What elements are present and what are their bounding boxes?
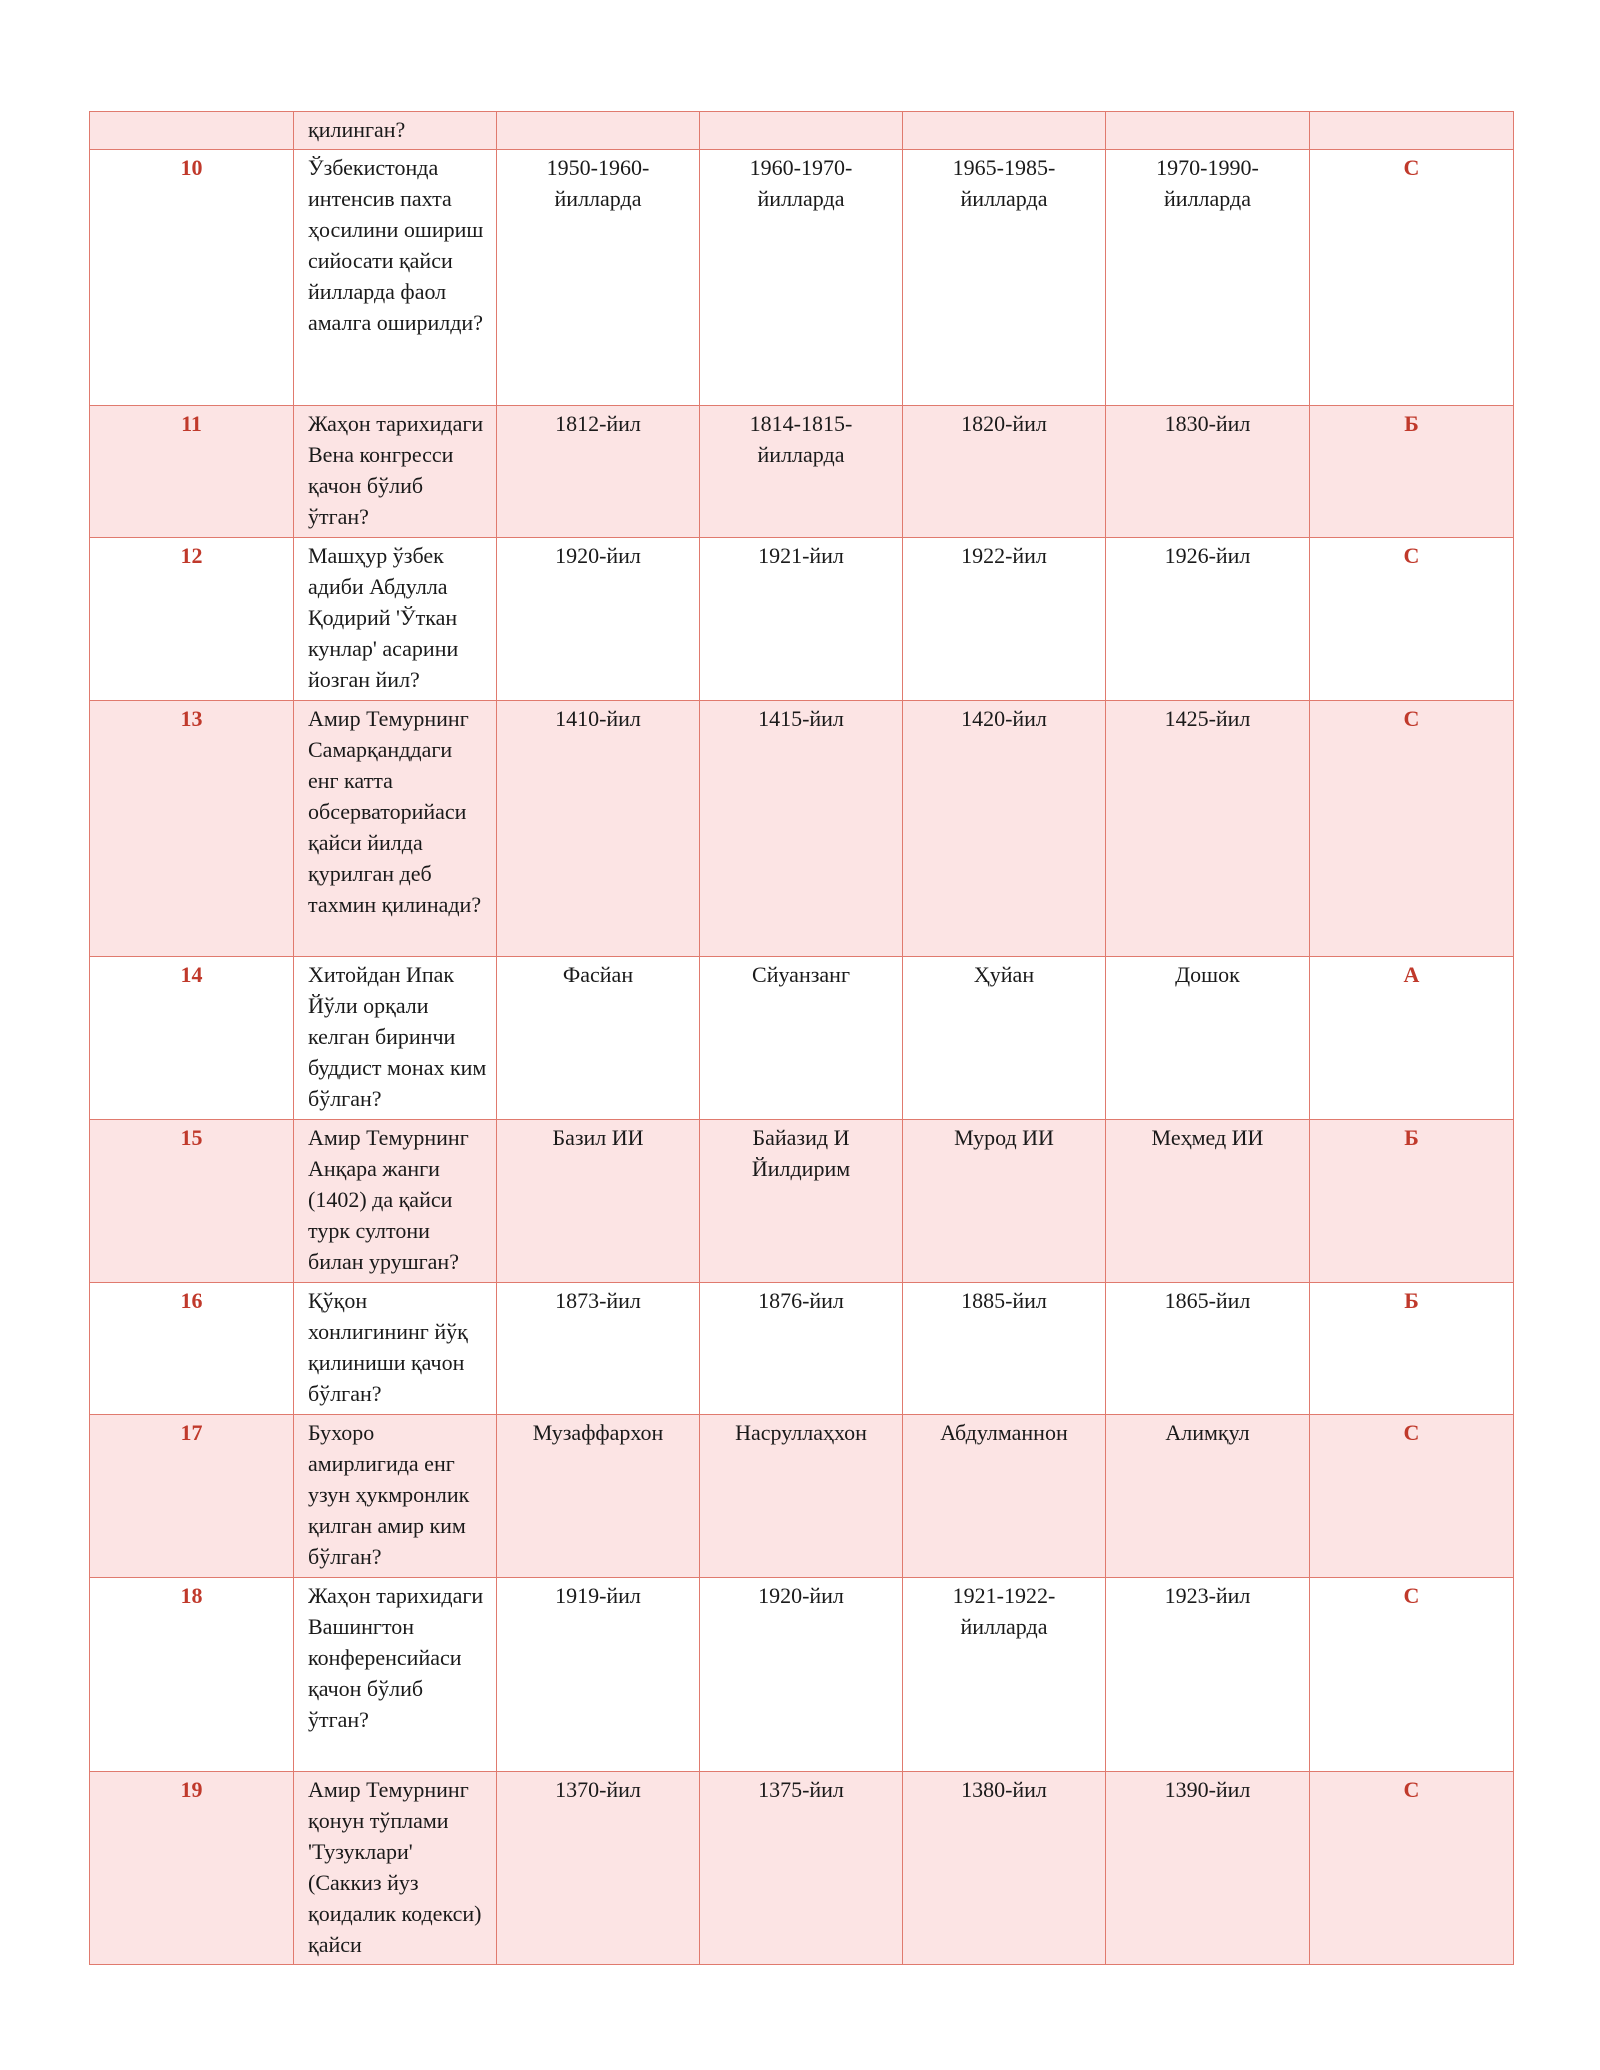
correct-answer	[1310, 112, 1514, 150]
table-row	[90, 538, 1514, 701]
question-text: Жаҳон тарихидаги Вена конгресси қачон бўлиб ўтган?	[294, 406, 497, 538]
question-number: 18	[90, 1578, 294, 1772]
table-row	[90, 1415, 1514, 1578]
option-c	[903, 112, 1106, 150]
option-b: Сйуанзанг	[700, 957, 903, 1120]
document-page	[89, 111, 1513, 1965]
option-b: Байазид И Йилдирим	[700, 1120, 903, 1283]
option-a: 1812-йил	[497, 406, 700, 538]
table-row	[90, 406, 1514, 538]
table-row	[90, 112, 1514, 150]
option-c: 1380-йил	[903, 1772, 1106, 1965]
option-b: 1920-йил	[700, 1578, 903, 1772]
correct-answer: Б	[1310, 1283, 1514, 1415]
option-b: 1814-1815-йилларда	[700, 406, 903, 538]
question-text: Амир Темурнинг Анқара жанги (1402) да қайси турк султони билан урушган?	[294, 1120, 497, 1283]
correct-answer: C	[1310, 1578, 1514, 1772]
option-d: 1926-йил	[1106, 538, 1310, 701]
quiz-table	[89, 111, 1514, 1965]
question-number: 17	[90, 1415, 294, 1578]
option-a: 1370-йил	[497, 1772, 700, 1965]
question-text: Машҳур ўзбек адиби Абдулла Қодирий 'Ўткан кунлар' асарини йозган йил?	[294, 538, 497, 701]
option-a: 1410-йил	[497, 701, 700, 957]
option-a: Базил ИИ	[497, 1120, 700, 1283]
option-d: Алимқул	[1106, 1415, 1310, 1578]
option-d: 1923-йил	[1106, 1578, 1310, 1772]
table-row	[90, 150, 1514, 406]
question-number: 19	[90, 1772, 294, 1965]
option-d	[1106, 112, 1310, 150]
option-a: Фасйан	[497, 957, 700, 1120]
option-a: 1950-1960-йилларда	[497, 150, 700, 406]
question-text: Бухоро амирлигида енг узун ҳукмронлик қилган амир ким бўлган?	[294, 1415, 497, 1578]
option-a: 1873-йил	[497, 1283, 700, 1415]
option-c: 1885-йил	[903, 1283, 1106, 1415]
option-c: 1921-1922-йилларда	[903, 1578, 1106, 1772]
option-d: 1970-1990-йилларда	[1106, 150, 1310, 406]
question-text: қилинган?	[294, 112, 497, 150]
correct-answer: C	[1310, 1415, 1514, 1578]
correct-answer: C	[1310, 538, 1514, 701]
question-number: 14	[90, 957, 294, 1120]
table-row	[90, 1578, 1514, 1772]
option-d: Дошок	[1106, 957, 1310, 1120]
option-b: 1375-йил	[700, 1772, 903, 1965]
correct-answer: C	[1310, 701, 1514, 957]
table-row	[90, 1120, 1514, 1283]
correct-answer: C	[1310, 150, 1514, 406]
option-c: Мурод ИИ	[903, 1120, 1106, 1283]
option-b: 1960-1970-йилларда	[700, 150, 903, 406]
question-number: 13	[90, 701, 294, 957]
option-a	[497, 112, 700, 150]
question-text: Ўзбекистонда интенсив пахта ҳосилини ошириш сийосати қайси йилларда фаол амалга оширилди?	[294, 150, 497, 406]
option-a: 1920-йил	[497, 538, 700, 701]
option-c: Ҳуйан	[903, 957, 1106, 1120]
question-number: 16	[90, 1283, 294, 1415]
question-number: 15	[90, 1120, 294, 1283]
option-d: 1830-йил	[1106, 406, 1310, 538]
question-number: 10	[90, 150, 294, 406]
question-text: Хитойдан Ипак Йўли орқали келган биринчи буддист монах ким бўлган?	[294, 957, 497, 1120]
option-a: Музаффархон	[497, 1415, 700, 1578]
question-number: 12	[90, 538, 294, 701]
option-b: Насруллаҳхон	[700, 1415, 903, 1578]
option-a: 1919-йил	[497, 1578, 700, 1772]
correct-answer: C	[1310, 1772, 1514, 1965]
correct-answer: A	[1310, 957, 1514, 1120]
option-d: 1425-йил	[1106, 701, 1310, 957]
question-text: Қўқон хонлигининг йўқ қилиниши қачон бўлган?	[294, 1283, 497, 1415]
question-text: Жаҳон тарихидаги Вашингтон конференсийаси қачон бўлиб ўтган?	[294, 1578, 497, 1772]
option-c: 1922-йил	[903, 538, 1106, 701]
table-row	[90, 701, 1514, 957]
option-c: 1420-йил	[903, 701, 1106, 957]
option-d: Меҳмед ИИ	[1106, 1120, 1310, 1283]
correct-answer: Б	[1310, 1120, 1514, 1283]
option-b: 1876-йил	[700, 1283, 903, 1415]
table-row	[90, 1283, 1514, 1415]
table-row	[90, 1772, 1514, 1965]
option-d: 1390-йил	[1106, 1772, 1310, 1965]
option-b: 1921-йил	[700, 538, 903, 701]
question-number	[90, 112, 294, 150]
option-b	[700, 112, 903, 150]
question-text: Амир Темурнинг Самарқанддаги енг катта обсерваторийаси қайси йилда қурилган деб тахмин қилинади?	[294, 701, 497, 957]
option-c: 1820-йил	[903, 406, 1106, 538]
option-b: 1415-йил	[700, 701, 903, 957]
question-number: 11	[90, 406, 294, 538]
correct-answer: Б	[1310, 406, 1514, 538]
table-row	[90, 957, 1514, 1120]
option-d: 1865-йил	[1106, 1283, 1310, 1415]
option-c: Абдулманнон	[903, 1415, 1106, 1578]
option-c: 1965-1985-йилларда	[903, 150, 1106, 406]
question-text: Амир Темурнинг қонун тўплами 'Тузуклари' (Саккиз йуз қоидалик кодекси) қайси	[294, 1772, 497, 1965]
